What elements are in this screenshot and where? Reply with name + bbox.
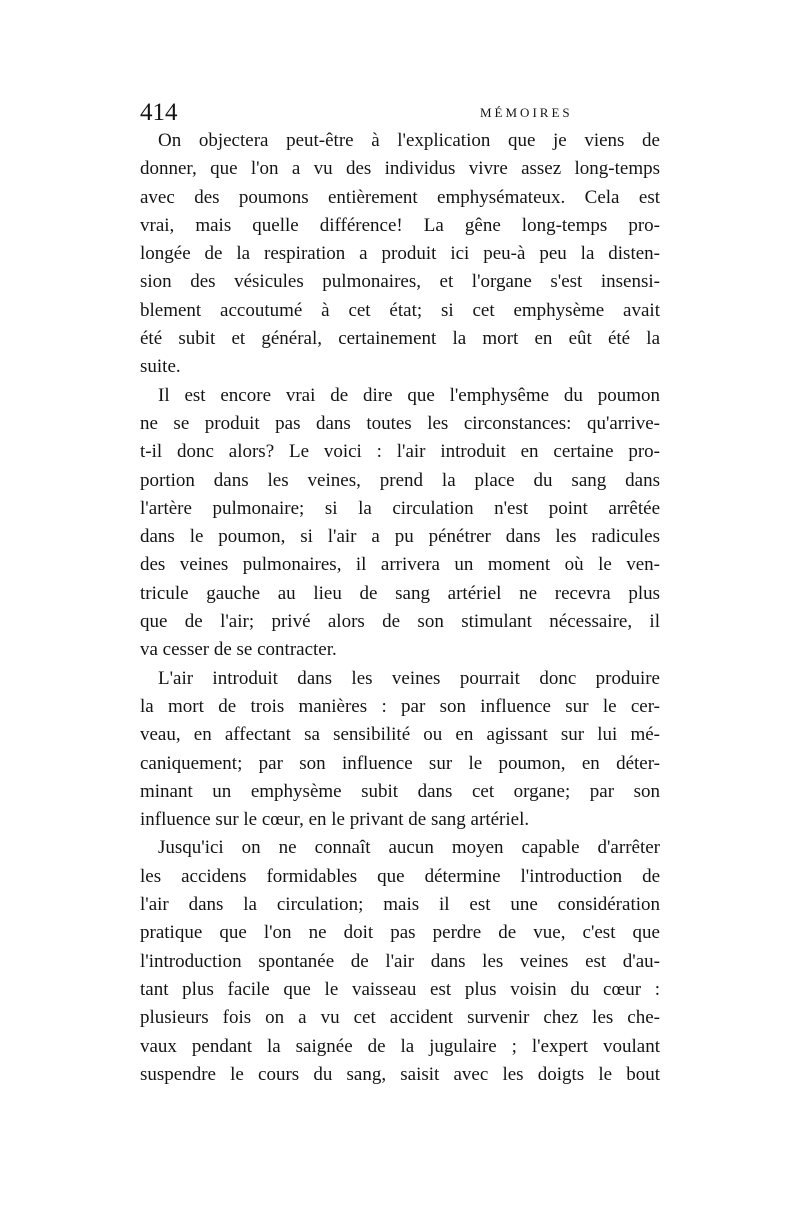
text-line: vaux pendant la saignée de la jugulaire ; l'expert voulant (140, 1035, 660, 1057)
text-line: caniquement; par son influence sur le poumon, en déter- (140, 752, 660, 774)
text-line: L'air introduit dans les veines pourrait donc produire (158, 667, 660, 689)
text-line: l'introduction spontanée de l'air dans les veines est d'au- (140, 950, 660, 972)
text-line: des veines pulmonaires, il arrivera un moment où le ven- (140, 554, 660, 576)
text-line: dans le poumon, si l'air a pu pénétrer dans les radicules (140, 526, 660, 548)
text-line: donner, que l'on a vu des individus vivre assez long-temps (140, 158, 660, 180)
text-line: la mort de trois manières : par son influence sur le cer- (140, 695, 660, 717)
text-line: été subit et général, certainement la mort en eût été la (140, 328, 660, 350)
text-line: blement accoutumé à cet état; si cet emphysème avait (140, 299, 660, 321)
text-line: vrai, mais quelle différence! La gêne long-temps pro- (140, 214, 660, 236)
text-line: longée de la respiration a produit ici peu-à peu la disten- (140, 243, 660, 265)
text-line: Il est encore vrai de dire que l'emphysême du poumon (158, 384, 660, 406)
text-line: portion dans les veines, prend la place du sang dans (140, 469, 660, 491)
text-line: l'air dans la circulation; mais il est une considération (140, 894, 660, 916)
text-line: avec des poumons entièrement emphysémateux. Cela est (140, 186, 660, 208)
text-line: influence sur le cœur, en le privant de sang artériel. (140, 809, 530, 831)
text-line: t-il donc alors? Le voici : l'air introduit en certaine pro- (140, 441, 660, 463)
running-head: MÉMOIRES (480, 105, 573, 120)
text-line: sion des vésicules pulmonaires, et l'organe s'est insensi- (140, 271, 660, 293)
text-line: va cesser de se contracter. (140, 639, 337, 661)
text-line: les accidens formidables que détermine l'introduction de (140, 865, 660, 887)
page-header (140, 98, 660, 128)
page-number: 414 (140, 99, 178, 126)
text-line: suite. (140, 356, 181, 378)
text-line: veau, en affectant sa sensibilité ou en agissant sur lui mé- (140, 724, 660, 746)
text-line: plusieurs fois on a vu cet accident survenir chez les che- (140, 1007, 660, 1029)
body-text (140, 127, 660, 1089)
text-line: On objectera peut-être à l'explication que je viens de (158, 130, 660, 151)
text-line: minant un emphysème subit dans cet organe; par son (140, 780, 660, 802)
text-line: pratique que l'on ne doit pas perdre de vue, c'est que (140, 922, 660, 944)
text-line: suspendre le cours du sang, saisit avec les doigts le bout (140, 1063, 660, 1085)
text-line: l'artère pulmonaire; si la circulation n'est point arrêtée (140, 497, 660, 519)
text-line: que de l'air; privé alors de son stimulant nécessaire, il (140, 611, 660, 633)
text-line: tant plus facile que le vaisseau est plus voisin du cœur : (140, 978, 660, 1000)
text-line: Jusqu'ici on ne connaît aucun moyen capable d'arrêter (158, 837, 660, 859)
text-line: tricule gauche au lieu de sang artériel ne recevra plus (140, 582, 660, 604)
text-line: ne se produit pas dans toutes les circonstances: qu'arrive- (140, 412, 660, 434)
